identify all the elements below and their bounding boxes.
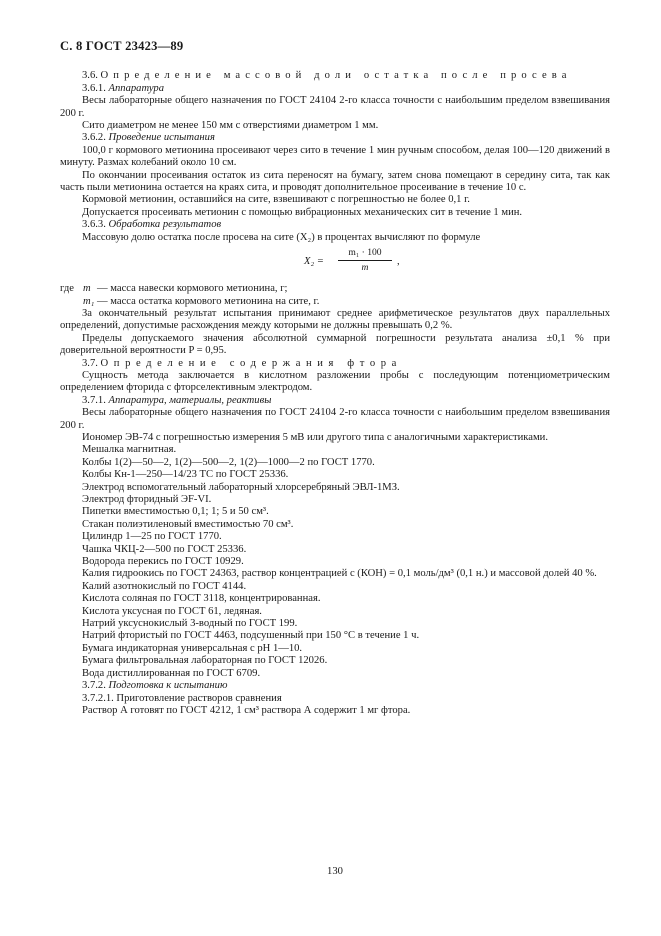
formula-numerator: m₁ · 100 (348, 247, 382, 259)
paragraph: Сущность метода заключается в кислотном разложении пробы с последующим потенциометрическим определением фторида с фторселективным электродом. (60, 369, 610, 394)
subsection-number: 3.7.2. (82, 680, 106, 692)
section-number: 3.7. (82, 357, 98, 369)
paragraph: Весы лабораторные общего назначения по ГОСТ 24104 2-го класса точности с наибольшим пределом взвешивания 200 г. (60, 95, 610, 119)
subsection-3-6-3 (60, 219, 610, 231)
section-number: 3.6. (82, 70, 98, 82)
list-item: Весы лабораторные общего назначения по ГОСТ 24104 2-го класса точности с наибольшим пределом взвешивания 200 г. (60, 407, 610, 431)
list-item: Калий азотнокислый по ГОСТ 4144. (82, 580, 247, 592)
subsection-number: 3.6.3. (82, 219, 106, 231)
subsection-number: 3.6.2. (82, 132, 106, 144)
section-3-7-heading (60, 358, 610, 370)
list-item: Водорода перекись по ГОСТ 10929. (82, 556, 244, 568)
list-item: Кислота уксусная по ГОСТ 61, ледяная. (82, 605, 262, 617)
formula (60, 247, 610, 281)
variable-symbol: m (83, 283, 91, 295)
subsection-title: Аппаратура (108, 82, 164, 94)
paragraph: За окончательный результат испытания принимают среднее арифметическое результатов двух параллельных определений, допустимые расхождения между которыми не должны превышать 0,2 %. (60, 307, 610, 332)
section-title: Определение содержания фтора (100, 357, 402, 369)
subsection-title: Подготовка к испытанию (108, 680, 228, 692)
variable-description: — масса остатка кормового метионина на сите, г. (97, 295, 320, 307)
subsection-number: 3.7.1. (82, 394, 106, 406)
list-item: Кислота соляная по ГОСТ 3118, концентрированная. (82, 593, 321, 605)
section-3-6-heading (60, 70, 610, 82)
paragraph: Допускается просеивать метионин с помощью вибрационных механических сит в течение 1 мин. (82, 206, 523, 218)
list-item: Иономер ЭВ-74 с погрешностью измерения 5 мВ или другого типа с аналогичными характеристиками. (82, 431, 548, 443)
list-item: Чашка ЧКЦ-2—500 по ГОСТ 25336. (82, 543, 247, 555)
paragraph: Пределы допускаемого значения абсолютной суммарной погрешности результата анализа ±0,1 % при доверительной вероятности P = 0,95. (60, 332, 610, 357)
list-item: Стакан полиэтиленовый вместимостью 70 см³. (82, 518, 294, 530)
page-header: С. 8 ГОСТ 23423—89 (60, 39, 184, 53)
page-number: 130 (327, 866, 343, 877)
paragraph: Кормовой метионин, оставшийся на сите, взвешивают с погрешностью не более 0,1 г. (82, 194, 470, 206)
paragraph: Сито диаметром не менее 150 мм с отверстиями диаметром 1 мм. (82, 120, 379, 132)
list-item: Вода дистиллированная по ГОСТ 6709. (82, 667, 261, 679)
fraction-bar (338, 260, 392, 261)
formula-fraction (338, 247, 392, 273)
list-item: Натрий фтористый по ГОСТ 4463, подсушенный при 150 °С в течение 1 ч. (82, 630, 420, 642)
subsection-3-6-1 (60, 83, 610, 95)
where-word: где (60, 283, 74, 295)
paragraph: 3.7.2.1. Приготовление растворов сравнения (82, 692, 282, 704)
paragraph: Раствор А готовят по ГОСТ 4212, 1 см³ раствора А содержит 1 мг фтора. (82, 704, 411, 716)
subsection-title: Обработка результатов (108, 219, 222, 231)
variable-symbol: m₁ (83, 295, 95, 307)
formula-lhs: X₂ = (304, 256, 324, 268)
list-item: Бумага индикаторная универсальная с рН 1—10. (82, 642, 303, 654)
list-item: Цилиндр 1—25 по ГОСТ 1770. (82, 531, 222, 543)
variable-description: — масса навески кормового метионина, г; (97, 283, 288, 295)
subsection-3-7-2 (60, 680, 610, 692)
section-title: Определение массовой доли остатка после просева (100, 70, 572, 82)
equipment-list (60, 407, 610, 680)
list-item: Пипетки вместимостью 0,1; 1; 5 и 50 см³. (82, 506, 269, 518)
list-item: Колбы 1(2)—50—2, 1(2)—500—2, 1(2)—1000—2 по ГОСТ 1770. (82, 456, 375, 468)
variable-definition (60, 296, 610, 308)
variable-definition (60, 283, 610, 295)
formula-denominator: m (361, 262, 369, 274)
paragraph: Массовую долю остатка после просева на сите (X₂) в процентах вычисляют по формуле (82, 231, 481, 243)
paragraph: По окончании просеивания остаток из сита переносят на бумагу, затем снова помещают в середину сита, так как часть пыли метионина остается на краях сита, и проводят дополнительное просеивание в течение 10 с. (60, 169, 610, 194)
list-item: Мешалка магнитная. (82, 444, 177, 456)
list-item: Калия гидроокись по ГОСТ 24363, раствор концентрацией c (КОН) = 0,1 моль/дм³ (0,1 н.) и массовой долей 40 %. (82, 568, 597, 580)
list-item: Электрод вспомогательный лабораторный хлорсеребряный ЭВЛ-1МЗ. (82, 481, 400, 493)
subsection-number: 3.6.1. (82, 82, 106, 94)
list-item: Электрод фторидный ЭF-VI. (82, 494, 212, 505)
paragraph: 100,0 г кормового метионина просеивают через сито в течение 1 мин ручным способом, делая 100—120 движений в минуту. Размах колебаний около 10 см. (60, 144, 610, 169)
document-page (60, 39, 610, 877)
list-item: Колбы Кн-1—250—14/23 ТС по ГОСТ 25336. (82, 469, 289, 481)
formula-comma: , (397, 256, 400, 268)
subsection-title: Проведение испытания (108, 132, 215, 144)
list-item: Бумага фильтровальная лабораторная по ГОСТ 12026. (82, 655, 328, 667)
list-item: Натрий уксуснокислый 3-водный по ГОСТ 199. (82, 618, 298, 630)
subsection-title: Аппаратура, материалы, реактивы (108, 394, 272, 406)
subsection-3-7-1 (60, 395, 610, 407)
subsection-3-6-2 (60, 132, 610, 144)
